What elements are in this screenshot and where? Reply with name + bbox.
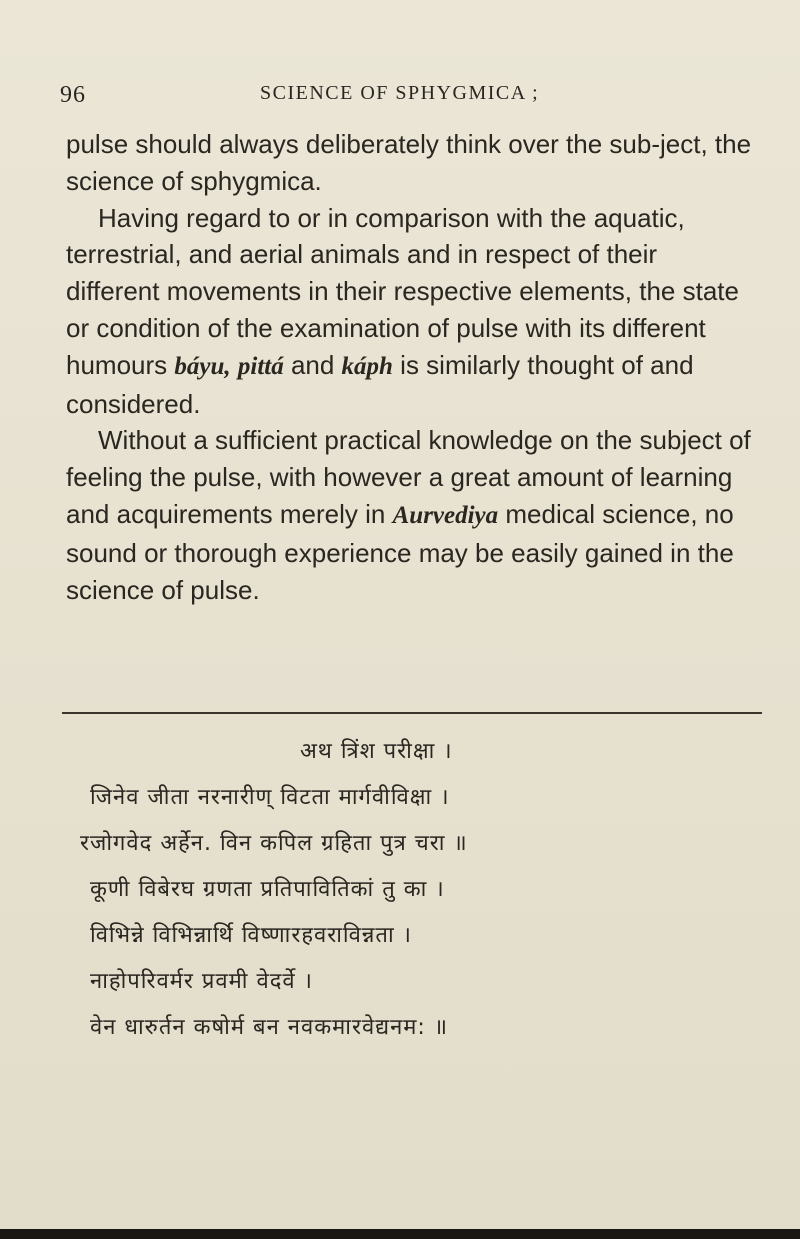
verse-line: वेन धारुर्तन कषोर्म बन नवकमारवेद्यनम: ॥ — [90, 1015, 449, 1040]
paragraph-1: pulse should always deliberately think over the sub-ject, the science of sphygmica. — [66, 129, 752, 196]
word-and: and — [283, 349, 342, 380]
verse-line: विभिन्ने विभिन्नार्थि विष्णारहवराविन्नता । — [90, 923, 412, 948]
paragraph-3 — [66, 422, 756, 608]
verse-line: रजोगवेद अर्हेन. विन कपिल ग्रहिता पुत्र चरा ॥ — [80, 831, 468, 856]
term-aurvediya: Aurvediya — [392, 501, 499, 529]
section-rule — [62, 712, 762, 714]
body-text — [66, 126, 756, 608]
paragraph-3-text-a: Without a sufficient practical knowledge on the subject of feeling the pulse, with however a great amount of learning and acquirements merely in — [66, 425, 751, 529]
paragraph-2-text-b: is similarly thought of and considered. — [66, 349, 694, 419]
page-edge-shadow — [0, 1229, 800, 1239]
term-bayu: báyu, — [174, 352, 231, 380]
paragraph-3-text-b: medical science, no sound or thorough experience may be easily gained in the science of pulse. — [66, 498, 734, 605]
term-pitta: pittá — [237, 352, 284, 380]
verse-line: नाहोपरिवर्मर प्रवमी वेदर्वे । — [90, 969, 313, 994]
running-head — [60, 82, 760, 112]
verse-line: कूणी विबेरघ ग्रणता प्रतिपावितिकां तु का । — [90, 877, 445, 902]
verse-line: अथ त्रिंश परीक्षा । — [300, 739, 453, 764]
page-number: 96 — [60, 82, 86, 108]
paragraph-2 — [66, 200, 756, 423]
verse-line: जिनेव जीता नरनारीण् विटता मार्गवीविक्षा । — [90, 785, 450, 810]
paragraph-2-text-a: Having regard to or in comparison with the aquatic, terrestrial, and aerial animals and in respect of their different movements in their respective elements, the state or condition of the examination of pulse with its different humours — [66, 202, 739, 380]
term-kaph: káph — [341, 352, 393, 380]
running-title: SCIENCE OF SPHYGMICA ; — [260, 82, 540, 104]
